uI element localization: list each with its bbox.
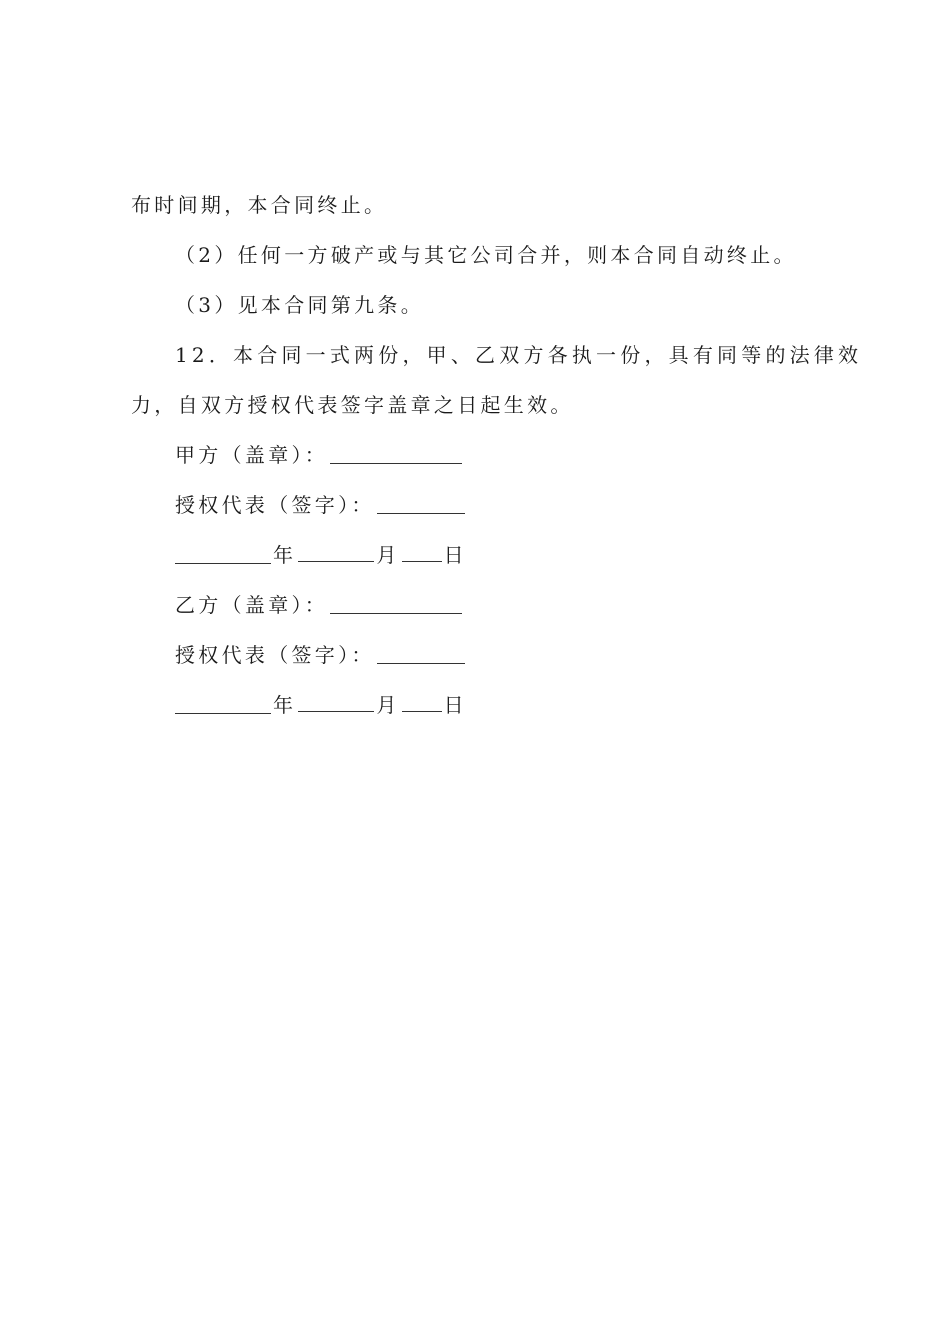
party-a-month-label: 月: [376, 543, 400, 567]
party-b-rep-blank[interactable]: [377, 645, 465, 664]
party-b-rep-label: 授权代表（签字）：: [175, 643, 375, 667]
party-a-seal-label: 甲方（盖章）：: [175, 443, 329, 467]
party-a-day-blank[interactable]: [402, 543, 442, 562]
party-a-rep-label: 授权代表（签字）：: [175, 493, 375, 517]
party-b-year-label: 年: [273, 693, 297, 717]
party-b-month-blank[interactable]: [298, 693, 374, 712]
party-a-seal-blank[interactable]: [330, 445, 462, 464]
party-a-year-blank[interactable]: [175, 545, 271, 564]
party-b-day-blank[interactable]: [402, 693, 442, 712]
party-a-month-blank[interactable]: [298, 543, 374, 562]
party-b-day-label: 日: [443, 693, 467, 717]
party-a-rep-line: [175, 493, 465, 517]
party-b-date-line: [175, 693, 467, 717]
party-b-month-label: 月: [376, 693, 400, 717]
party-b-year-blank[interactable]: [175, 695, 271, 714]
paragraph-article-12-line-1: 12．本合同一式两份，甲、乙双方各执一份，具有同等的法律效: [175, 343, 863, 367]
party-a-year-label: 年: [273, 543, 297, 567]
party-b-seal-label: 乙方（盖章）：: [175, 593, 329, 617]
party-a-seal-line: [175, 443, 462, 467]
paragraph-clause-3: （3）见本合同第九条。: [175, 293, 425, 317]
party-a-date-line: [175, 543, 467, 567]
paragraph-article-12-line-2: 力，自双方授权代表签字盖章之日起生效。: [131, 393, 574, 417]
party-a-rep-blank[interactable]: [377, 495, 465, 514]
paragraph-clause-2: （2）任何一方破产或与其它公司合并，则本合同自动终止。: [175, 243, 797, 267]
party-b-rep-line: [175, 643, 465, 667]
party-b-seal-blank[interactable]: [330, 595, 462, 614]
paragraph-termination-continued: 布时间期，本合同终止。: [131, 193, 388, 217]
party-b-seal-line: [175, 593, 462, 617]
party-a-day-label: 日: [443, 543, 467, 567]
